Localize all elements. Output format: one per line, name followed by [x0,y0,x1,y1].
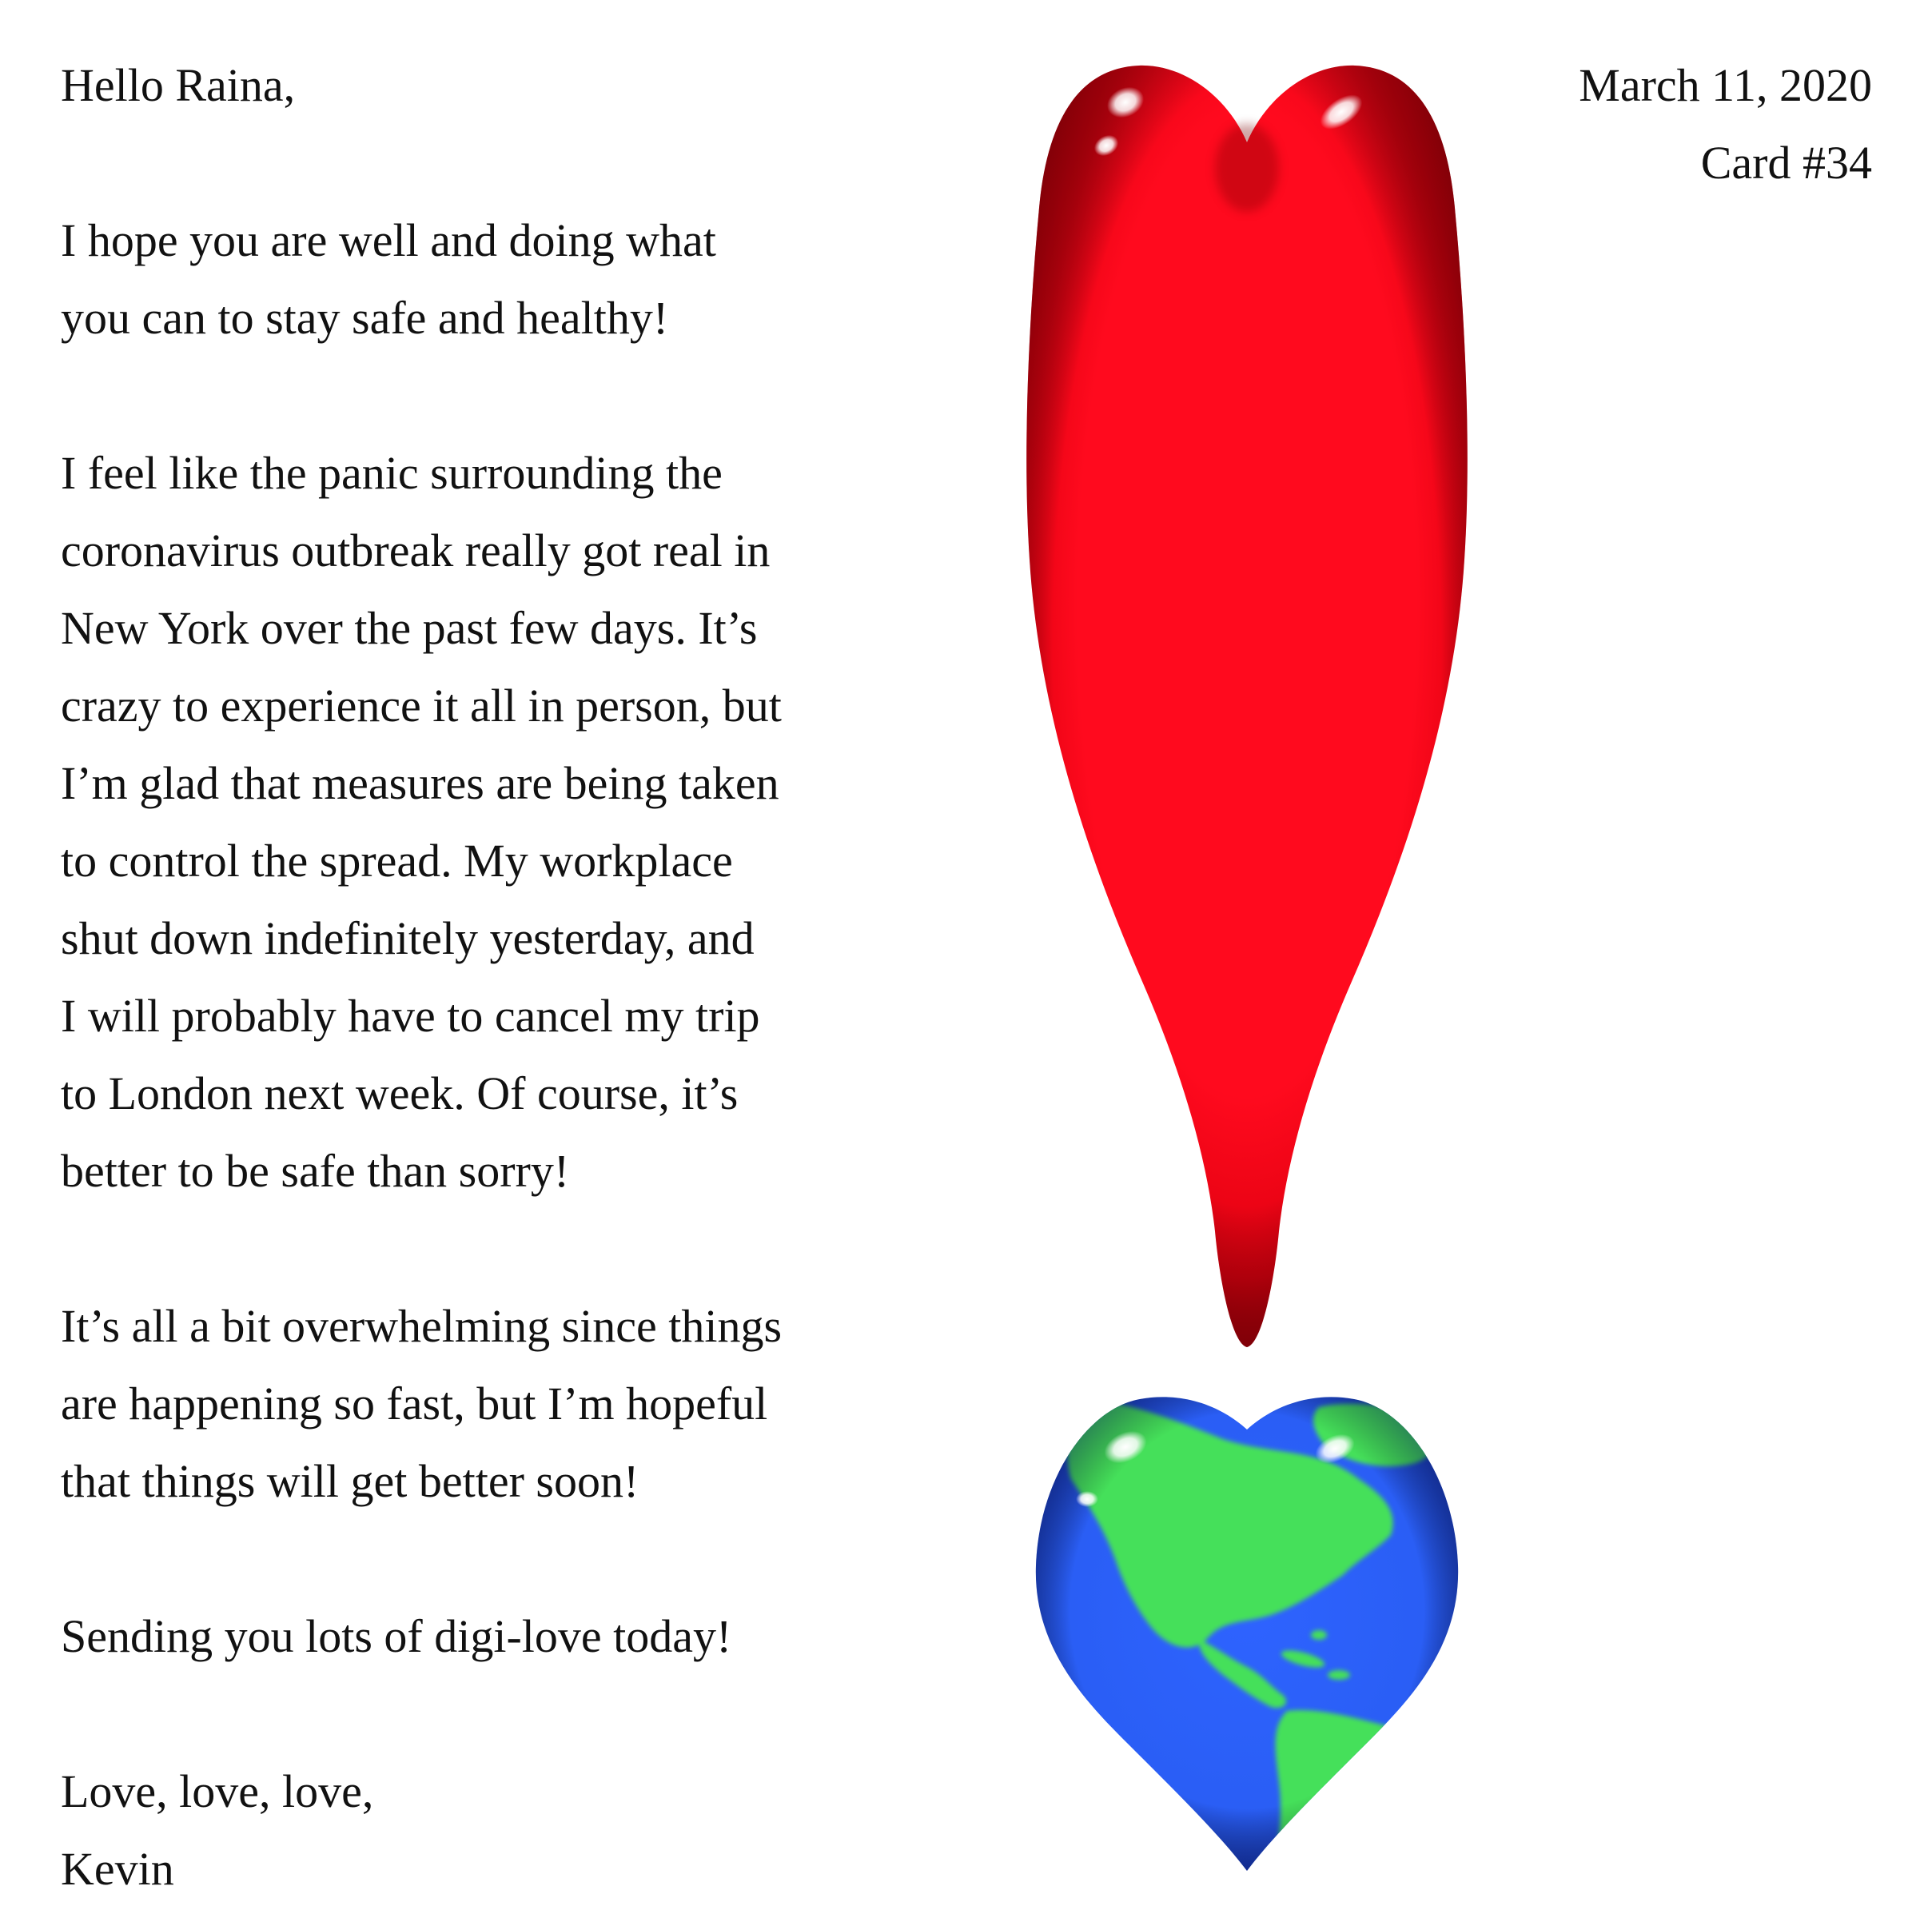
text-line: you can to stay safe and healthy! [61,292,669,344]
greeting: Hello Raina, [61,59,296,111]
text-line: shut down indefinitely yesterday, and [61,912,755,964]
signature: Kevin [61,1843,174,1895]
text-line: to London next week. Of course, it’s [61,1067,739,1119]
text-line: New York over the past few days. It’s [61,602,758,654]
card-date: March 11, 2020 [1579,59,1872,111]
text-line: crazy to experience it all in person, but [61,680,782,732]
paragraph-2 [61,434,964,1210]
paragraph-1 [61,201,964,357]
text-line: to control the spread. My workplace [61,835,733,887]
text-line: I’m glad that measures are being taken [61,757,779,809]
text-line: I hope you are well and doing what [61,214,716,266]
red-heart-icon [1026,66,1468,1347]
text-line: coronavirus outbreak really got real in [61,524,771,576]
text-line: It’s all a bit overwhelming since things [61,1300,783,1352]
sign-off [61,1753,964,1908]
heart-exclamation-artwork [983,48,1543,1879]
card-meta [1579,46,1872,201]
closing: Love, love, love, [61,1765,374,1817]
earth-heart-icon [1036,1397,1458,1879]
text-line: I feel like the panic surrounding the [61,447,723,499]
text-line: are happening so fast, but I’m hopeful [61,1378,768,1430]
text-line: better to be safe than sorry! [61,1145,570,1197]
paragraph-4: Sending you lots of digi-love today! [61,1610,732,1662]
letter-body [61,46,964,1908]
paragraph-3 [61,1287,964,1520]
card-number: Card #34 [1700,137,1872,189]
text-line: I will probably have to cancel my trip [61,990,760,1042]
text-line: that things will get better soon! [61,1455,639,1507]
